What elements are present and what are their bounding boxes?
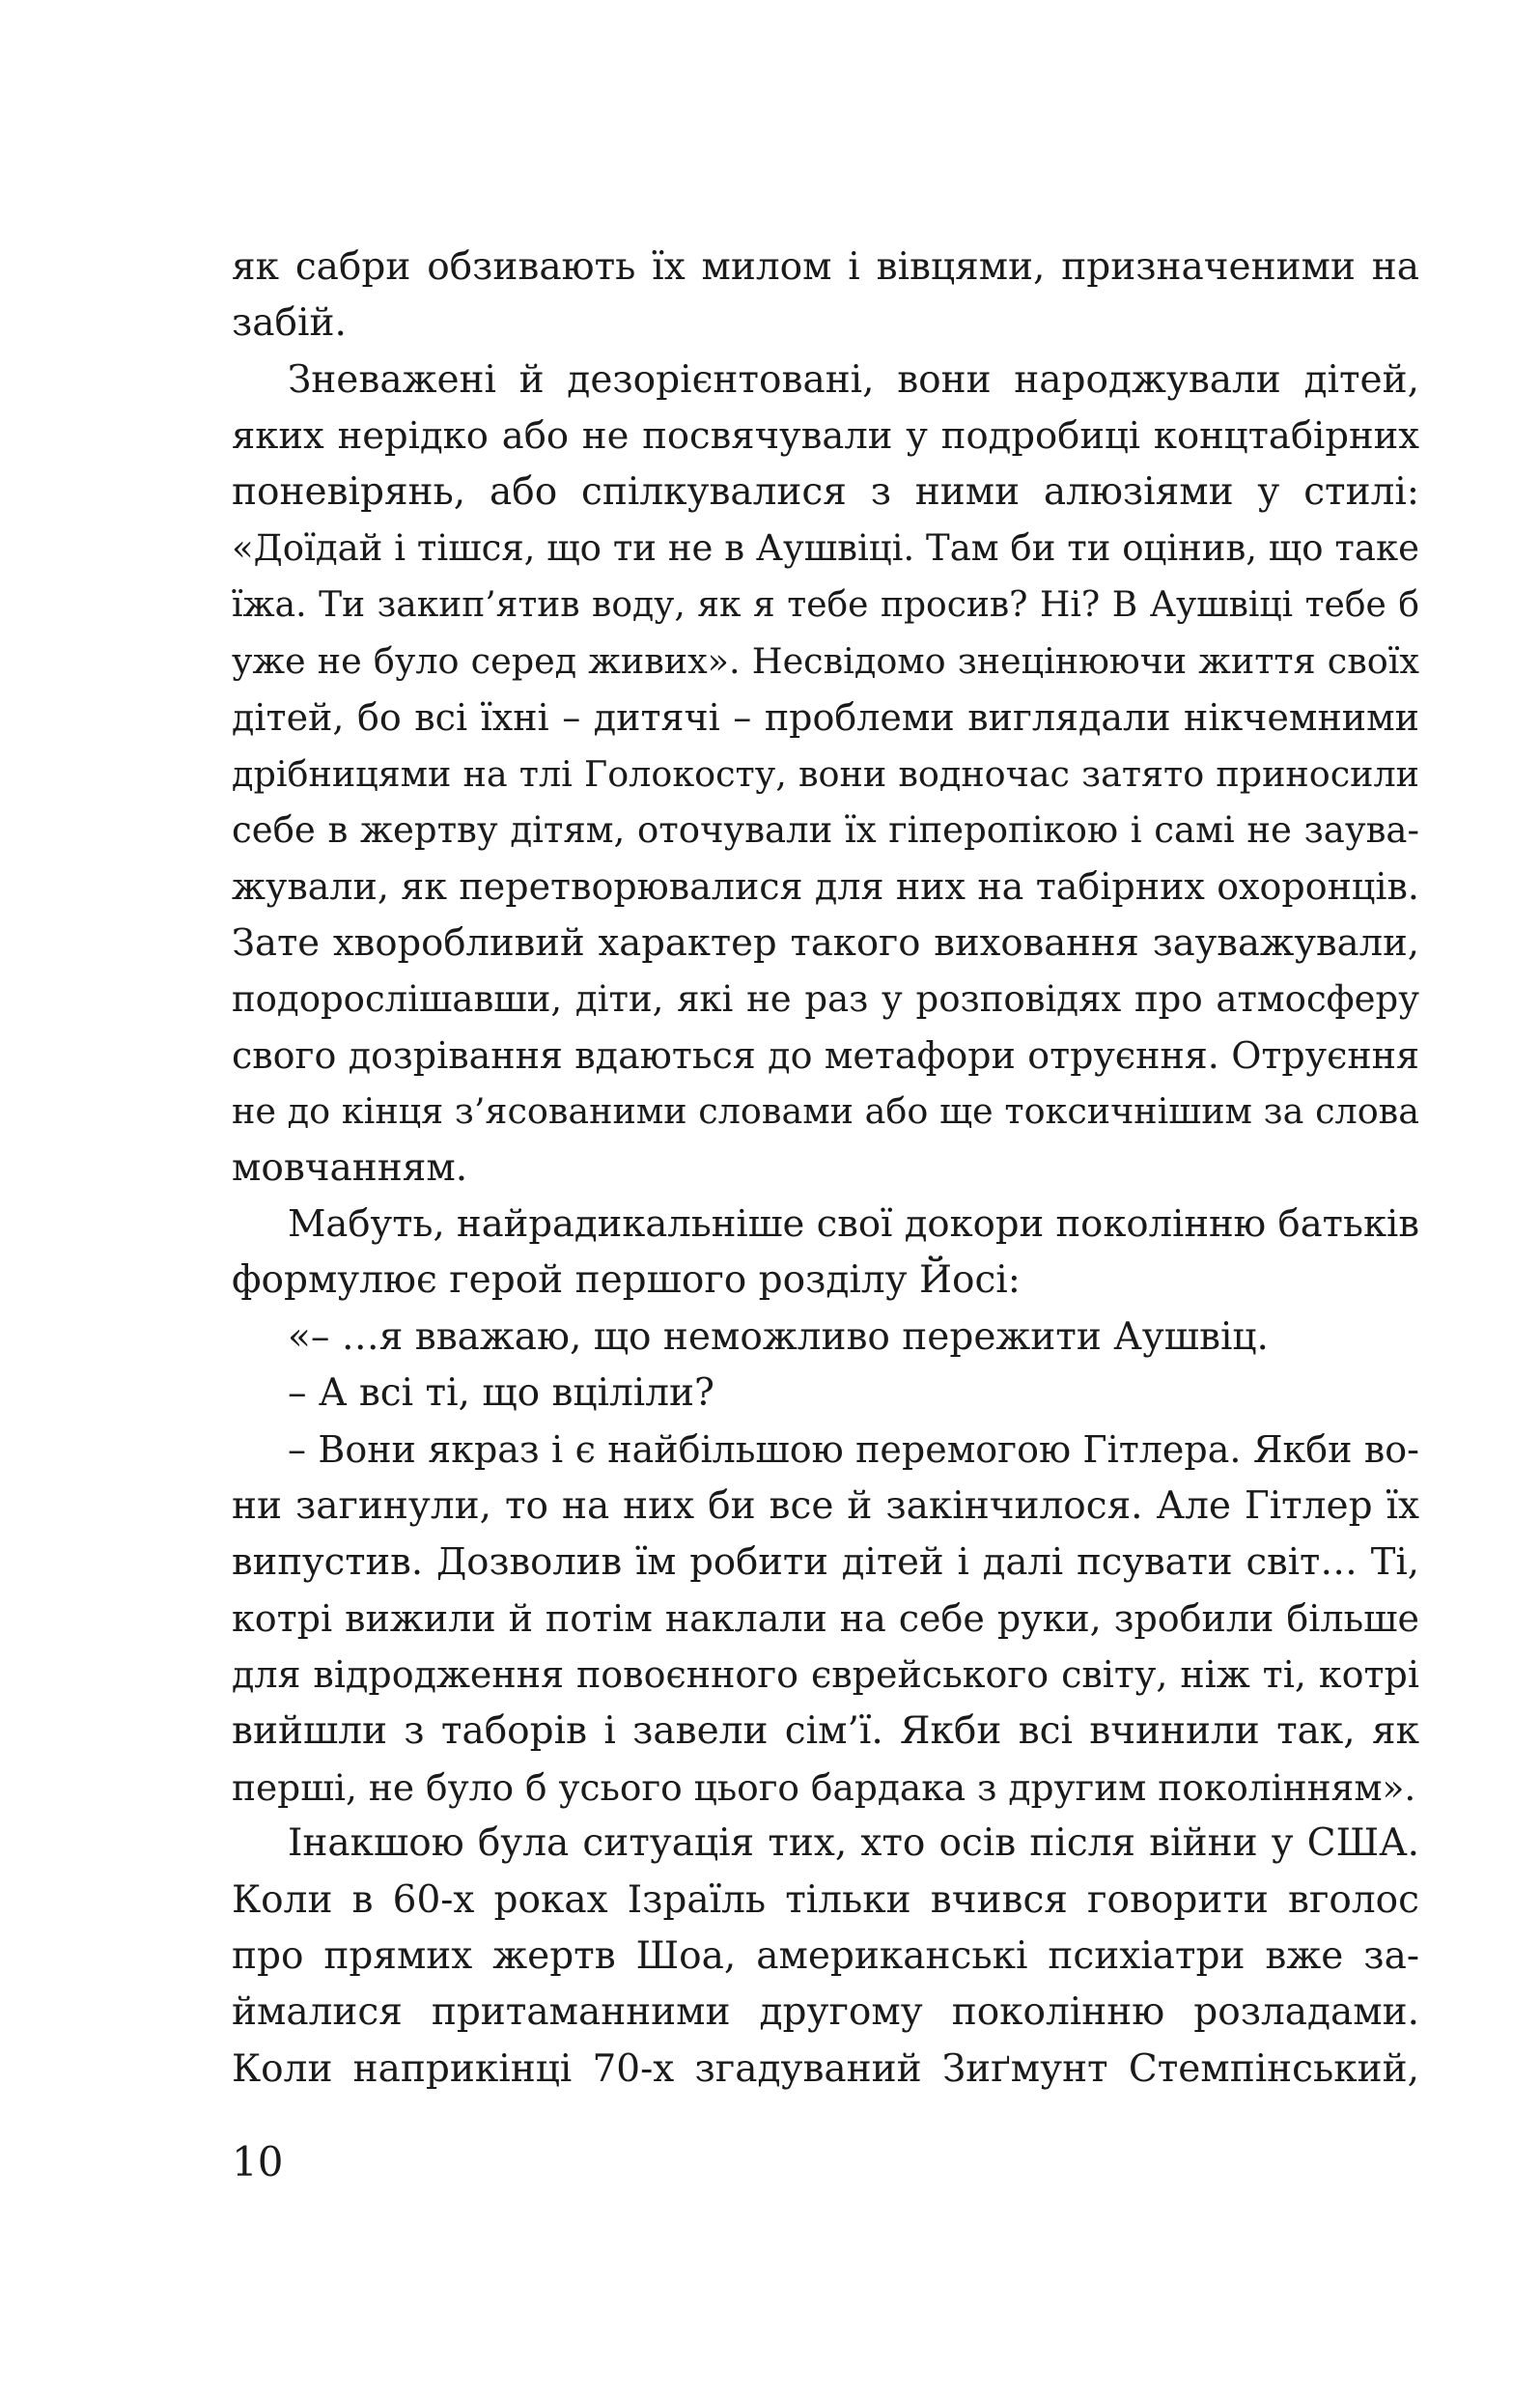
text-line: дітей, бо всі їхні – дитячі – проблеми виглядали нікчемними xyxy=(232,696,1419,740)
text-line: – Вони якраз і є найбільшою перемогою Гітлера. Якби во- xyxy=(288,1428,1419,1472)
text-line: «Доїдай і тішся, що ти не в Аушвіці. Там би ти оцінив, що таке xyxy=(232,527,1419,570)
text-line: не до кінця з’ясованими словами або ще токсичнішим за слова xyxy=(232,1090,1419,1133)
text-line: жували, як перетворювалися для них на табірних охоронців. xyxy=(232,865,1419,909)
body-text xyxy=(232,240,1419,2098)
text-line: «– …я вважаю, що неможливо пережити Аушвіц. xyxy=(288,1314,1269,1359)
text-line: Зневажені й дезорієнтовані, вони народжували дітей, xyxy=(288,357,1419,402)
text-line: котрі вижили й потім наклали на себе руки, зробили більше xyxy=(232,1597,1419,1641)
text-line: випустив. Дозволив їм робити дітей і далі псувати світ… Ті, xyxy=(232,1539,1419,1584)
text-line: – А всі ті, що вціліли? xyxy=(288,1370,714,1415)
text-line: ймалися притаманними другому поколінню розладами. xyxy=(232,1990,1419,2035)
text-line: як сабри обзивають їх милом і вівцями, призначеними на xyxy=(232,245,1419,289)
text-line: формулює герой першого розділу Йосі: xyxy=(232,1258,1021,1303)
text-line: вийшли з таборів і завели сім’ї. Якби всі вчинили так, як xyxy=(232,1708,1419,1753)
text-line: поневірянь, або спілкувалися з ними алюзіями у стилі: xyxy=(232,470,1419,515)
text-line: себе в жертву дітям, оточували їх гіперопікою і самі не заува- xyxy=(232,808,1419,851)
text-line: Інакшою була ситуація тих, хто осів після війни у США. xyxy=(288,1821,1419,1866)
text-line: для відродження повоєнного єврейського світу, ніж ті, котрі xyxy=(232,1653,1419,1697)
text-line: Коли в 60-х роках Ізраїль тільки вчився говорити вголос xyxy=(232,1877,1419,1922)
text-line: мовчанням. xyxy=(232,1145,468,1190)
text-line: подорослішавши, діти, які не раз у розповідях про атмосферу xyxy=(232,977,1419,1020)
text-line: яких нерідко або не посвячували у подробиці концтабірних xyxy=(232,413,1419,458)
text-line: їжа. Ти закип’ятив воду, як я тебе просив? Ні? В Аушвіці тебе б xyxy=(232,584,1419,625)
text-line: Коли наприкінці 70-х згадуваний Зиґмунт Стемпінський, xyxy=(232,2046,1419,2091)
text-line: про прямих жертв Шоа, американські психіатри вже за- xyxy=(232,1933,1419,1978)
text-line: свого дозрівання вдаються до метафори отруєння. Отруєння xyxy=(232,1034,1419,1078)
text-line: Мабуть, найрадикальніше свої докори поколінню батьків xyxy=(288,1202,1419,1247)
text-line: дрібницями на тлі Голокосту, вони водночас затято приносили xyxy=(232,752,1419,795)
text-line: уже не було серед живих». Несвідомо знецінюючи життя своїх xyxy=(232,640,1419,683)
text-line: забій. xyxy=(232,301,347,346)
text-line: Зате хворобливий характер такого виховання зауважували, xyxy=(232,920,1419,965)
page-number: 10 xyxy=(232,2138,284,2185)
text-line: ни загинули, то на них би все й закінчилося. Але Гітлер їх xyxy=(232,1483,1419,1528)
text-line: перші, не було б усього цього бардака з другим поколінням». xyxy=(232,1766,1416,1810)
